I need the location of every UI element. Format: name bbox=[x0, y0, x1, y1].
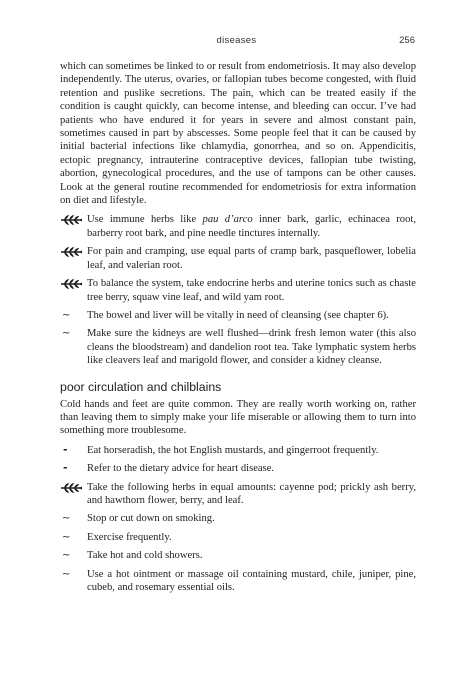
list-item bbox=[60, 327, 416, 367]
list-item bbox=[60, 512, 416, 525]
herb-sprig-icon bbox=[60, 246, 82, 258]
item-text-continued: inner bark, garlic, echinacea root, barberry root bark, and pine needle tinctures internally. bbox=[87, 214, 416, 239]
item-text: Eat horseradish, the hot English mustards, and gingerroot frequently. bbox=[87, 444, 379, 456]
running-title: diseases bbox=[216, 35, 257, 46]
item-text: Use a hot ointment or massage oil containing mustard, chile, juniper, pine, cubeb, and rosemary essential oils. bbox=[87, 568, 416, 593]
list-item bbox=[60, 462, 416, 475]
dash-bullet-icon: - bbox=[63, 461, 68, 475]
list-item bbox=[60, 481, 416, 508]
item-text: Refer to the dietary advice for heart disease. bbox=[87, 463, 275, 475]
item-text: Make sure the kidneys are well flushed—drink fresh lemon water (this also cleans the bloodstream) and dandelion root tea. Take lymphatic system herbs like cleavers leaf and marigold flower, and consider a kidney cleanse. bbox=[87, 328, 416, 367]
item-text: Use immune herbs like bbox=[87, 214, 203, 226]
item-text: Stop or cut down on smoking. bbox=[87, 513, 215, 525]
list-item bbox=[60, 568, 416, 595]
item-text: Take the following herbs in equal amounts: cayenne pod; prickly ash berry, and hawthorn flower, berry, and leaf. bbox=[87, 481, 416, 506]
item-italic-text: pau d’arco bbox=[202, 214, 253, 226]
tilde-bullet-icon: ~ bbox=[62, 513, 71, 525]
tilde-bullet-icon: ~ bbox=[62, 531, 71, 543]
item-text: The bowel and liver will be vitally in need of cleansing (see chapter 6). bbox=[87, 309, 389, 321]
page-content bbox=[60, 60, 416, 599]
tilde-bullet-icon: ~ bbox=[62, 550, 71, 562]
herb-sprig-icon bbox=[60, 482, 82, 494]
dash-bullet-icon: - bbox=[63, 442, 68, 456]
herb-sprig-icon bbox=[60, 214, 82, 226]
tilde-bullet-icon: ~ bbox=[62, 309, 71, 321]
treatment-list bbox=[60, 213, 416, 367]
item-text: For pain and cramping, use equal parts of cramp bark, pasqueflower, lobelia leaf, and valerian root. bbox=[87, 246, 416, 271]
tilde-bullet-icon: ~ bbox=[62, 328, 71, 340]
item-text: To balance the system, take endocrine herbs and uterine tonics such as chaste tree berry, squaw vine leaf, and wild yam root. bbox=[87, 278, 416, 303]
circulation-list bbox=[60, 444, 416, 595]
list-item bbox=[60, 531, 416, 544]
list-item bbox=[60, 309, 416, 322]
section-paragraph: Cold hands and feet are quite common. They are really worth working on, rather than leaving them to simply make your life miserable or allowing them to turn into something more troublesome. bbox=[60, 398, 416, 437]
item-text: Exercise frequently. bbox=[87, 531, 172, 543]
item-text: Take hot and cold showers. bbox=[87, 550, 203, 562]
list-item bbox=[60, 549, 416, 562]
section-heading: poor circulation and chilblains bbox=[60, 379, 222, 394]
tilde-bullet-icon: ~ bbox=[62, 568, 71, 580]
page-number: 256 bbox=[399, 35, 415, 46]
list-item bbox=[60, 213, 416, 240]
running-header bbox=[58, 35, 415, 49]
herb-sprig-icon bbox=[60, 278, 82, 290]
list-item bbox=[60, 245, 416, 272]
list-item bbox=[60, 277, 416, 304]
intro-paragraph: which can sometimes be linked to or result from endometriosis. It may also develop independently. The uterus, ovaries, or fallopian tubes become congested, with fluid retention and puslike secretions. The pain, which can be treated easily if the condition is caught quickly, can become intense, and bleeding can occur. I’ve had patients who have endured it for years in severe and almost constant pain, sometimes caused in part by abscesses. Some people feel that it can be caused by initial bacterial infections like chlamydia, gonorrhea, and so on. Appendicitis, ectopic pregnancy, intrauterine contraceptive devices, fallopian tube twisting, abortion, gynecological procedures, and the use of tampons can be other causes. Look at the general routine recommended for endometriosis for extra information on diet and lifestyle. bbox=[60, 61, 416, 207]
list-item bbox=[60, 444, 416, 457]
